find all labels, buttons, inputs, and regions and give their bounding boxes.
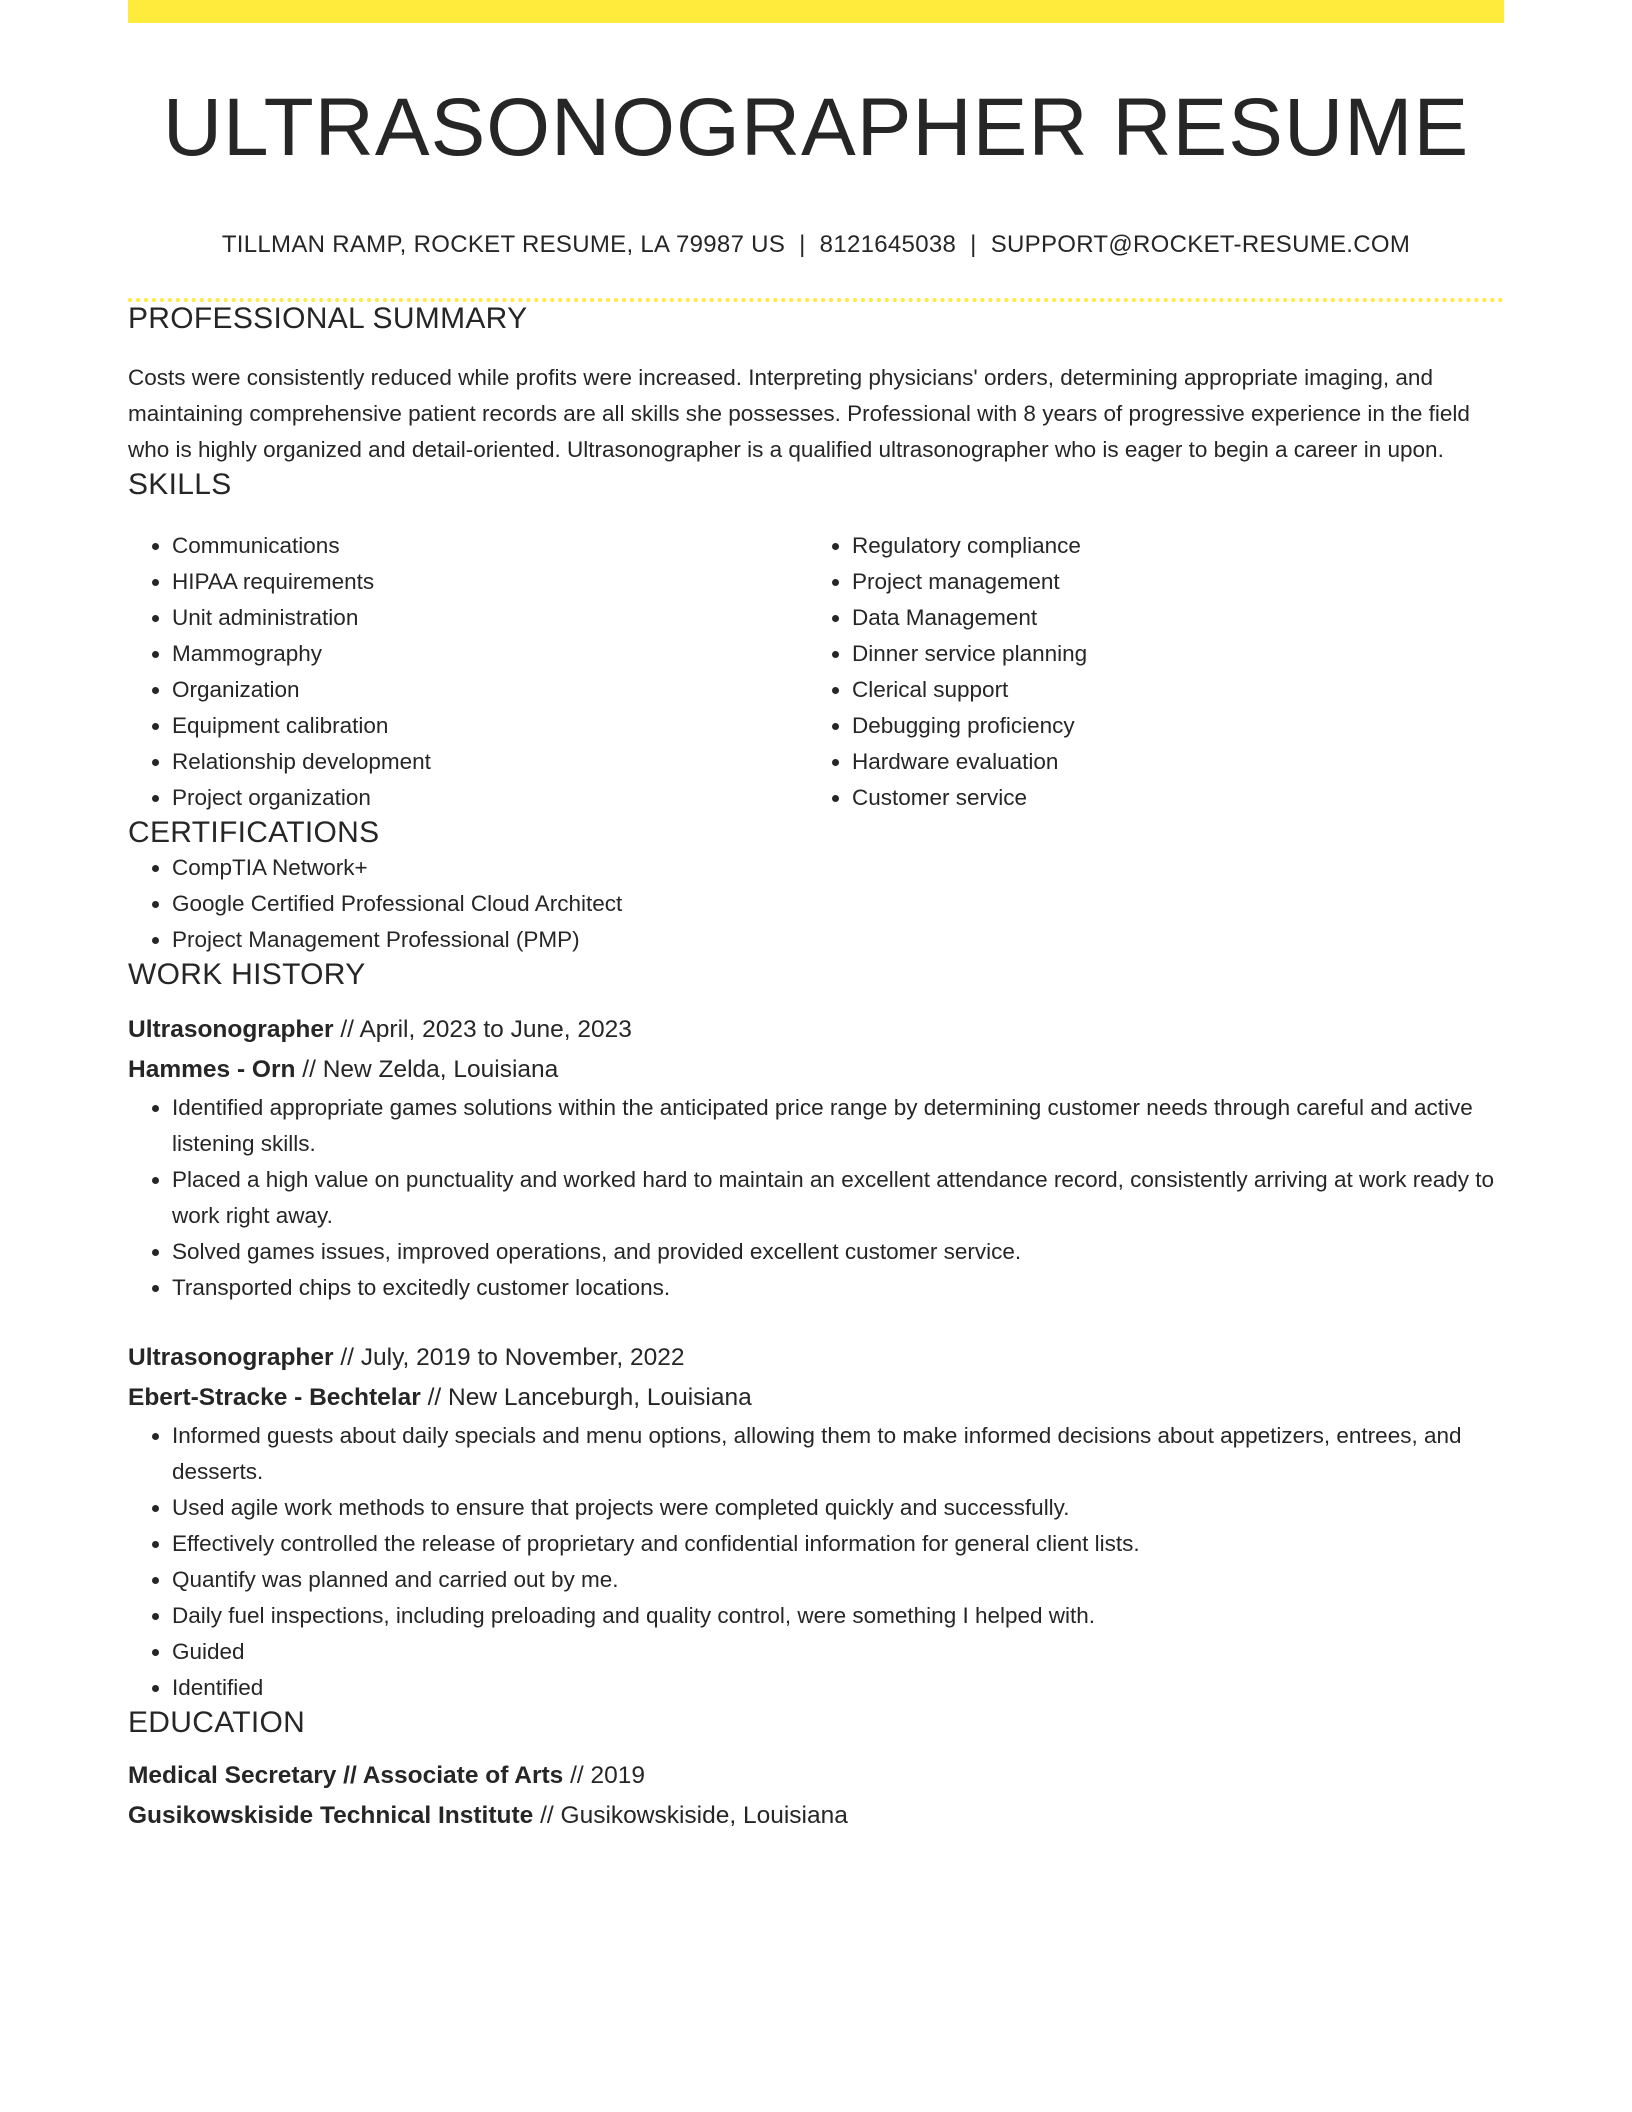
job-duty-item: • Transported chips to excitedly customer locations. [172, 1270, 1504, 1306]
certifications-heading: CERTIFICATIONS [128, 816, 380, 850]
job-dates: // July, 2019 to November, 2022 [340, 1344, 685, 1372]
contact-phone: 8121645038 [819, 231, 957, 259]
skill-item: • Equipment calibration [172, 708, 808, 744]
certification-item: • Project Management Professional (PMP) [172, 922, 1504, 958]
contact-separator: | [970, 231, 977, 259]
job-duty-item: • Informed guests about daily specials and menu options, allowing them to make informed decisions about appetizers, entrees, and desserts. [172, 1418, 1504, 1490]
education-year: // 2019 [570, 1762, 646, 1790]
skill-item: • Debugging proficiency [852, 708, 1488, 744]
skill-item: • Mammography [172, 636, 808, 672]
contact-separator: | [799, 231, 806, 259]
skill-item: • Communications [172, 528, 808, 564]
job-dates: // April, 2023 to June, 2023 [340, 1016, 632, 1044]
skill-item: • Clerical support [852, 672, 1488, 708]
job-duty-item: • Identified appropriate games solutions within the anticipated price range by determining customer needs through careful and active listening skills. [172, 1090, 1504, 1162]
job-title-line [128, 1338, 1504, 1378]
skills-list-right [808, 528, 1488, 816]
skill-item: • Project management [852, 564, 1488, 600]
summary-heading: PROFESSIONAL SUMMARY [128, 302, 528, 336]
skill-item: • Dinner service planning [852, 636, 1488, 672]
skill-item: • HIPAA requirements [172, 564, 808, 600]
skill-item: • Organization [172, 672, 808, 708]
job-company-line [128, 1050, 1504, 1090]
job-duties-list [128, 1090, 1504, 1306]
job-duty-item: • Used agile work methods to ensure that projects were completed quickly and successfully. [172, 1490, 1504, 1526]
job-location: // New Zelda, Louisiana [302, 1056, 559, 1084]
job-role: Ultrasonographer [128, 1344, 334, 1372]
certifications-list [128, 850, 1504, 958]
job-company: Hammes - Orn [128, 1056, 296, 1084]
skill-item: • Regulatory compliance [852, 528, 1488, 564]
job-location: // New Lanceburgh, Louisiana [427, 1384, 752, 1412]
job-company: Ebert-Stracke - Bechtelar [128, 1384, 421, 1412]
job-duties-list [128, 1418, 1504, 1706]
job-duty-item: • Daily fuel inspections, including preloading and quality control, were something I helped with. [172, 1598, 1504, 1634]
skill-item: • Unit administration [172, 600, 808, 636]
education-location: // Gusikowskiside, Louisiana [540, 1802, 848, 1830]
skills-list-left [128, 528, 808, 816]
job-company-line [128, 1378, 1504, 1418]
job-duty-item: • Solved games issues, improved operations, and provided excellent customer service. [172, 1234, 1504, 1270]
resume-page [128, 0, 1504, 1836]
education-degree-line [128, 1756, 1504, 1796]
skill-item: • Hardware evaluation [852, 744, 1488, 780]
skill-item: • Customer service [852, 780, 1488, 816]
job-duty-item: • Identified [172, 1670, 1504, 1706]
job-title-line [128, 1010, 1504, 1050]
contact-address: TILLMAN RAMP, ROCKET RESUME, LA 79987 US [221, 231, 786, 259]
certification-item: • CompTIA Network+ [172, 850, 1504, 886]
education-school-line [128, 1796, 1504, 1836]
contact-line [128, 231, 1504, 259]
job-duty-item: • Guided [172, 1634, 1504, 1670]
skills-grid [128, 528, 1504, 816]
education-heading: EDUCATION [128, 1706, 306, 1740]
skills-column-right [808, 528, 1488, 816]
education-degree: Medical Secretary // Associate of Arts [128, 1762, 564, 1790]
work-history-heading: WORK HISTORY [128, 958, 366, 992]
contact-email: SUPPORT@ROCKET-RESUME.COM [990, 231, 1411, 259]
job-duty-item: • Effectively controlled the release of proprietary and confidential information for general client lists. [172, 1526, 1504, 1562]
resume-title: ULTRASONOGRAPHER RESUME [162, 82, 1470, 173]
job-role: Ultrasonographer [128, 1016, 334, 1044]
job-duty-item: • Placed a high value on punctuality and worked hard to maintain an excellent attendance record, consistently arriving at work ready to work right away. [172, 1162, 1504, 1234]
skill-item: • Project organization [172, 780, 808, 816]
education-school: Gusikowskiside Technical Institute [128, 1802, 534, 1830]
skill-item: • Relationship development [172, 744, 808, 780]
accent-top-bar [128, 0, 1504, 23]
skills-column-left [128, 528, 808, 816]
job-duty-item: • Quantify was planned and carried out by me. [172, 1562, 1504, 1598]
skills-heading: SKILLS [128, 468, 232, 502]
summary-text: Costs were consistently reduced while profits were increased. Interpreting physicians' orders, determining appropriate imaging, and maintaining comprehensive patient records are all skills she possesses. Professional with 8 years of progressive experience in the field who is highly organized and detail-oriented. Ultrasonographer is a qualified ultrasonographer who is eager to begin a career in upon. [128, 365, 1470, 463]
certification-item: • Google Certified Professional Cloud Architect [172, 886, 1504, 922]
skill-item: • Data Management [852, 600, 1488, 636]
